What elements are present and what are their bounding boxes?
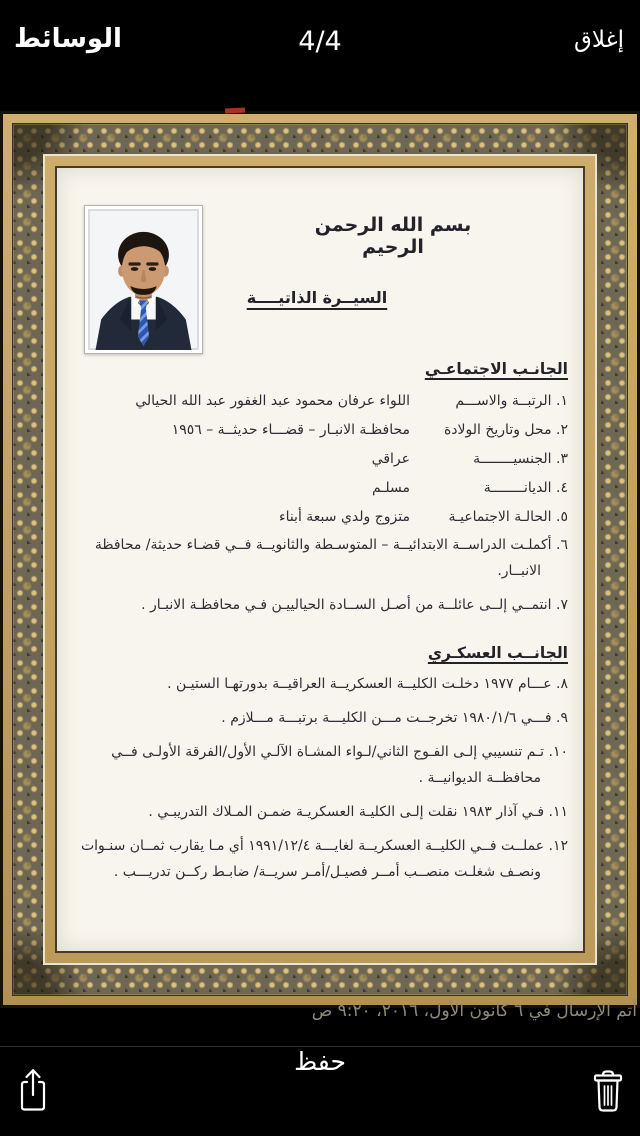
field-label: ٢. محل وتاريخ الولادة (443, 422, 568, 438)
field-value: محافظـة الانبـار – قضـــاء حديثــة – ١٩٥٦ (171, 422, 410, 438)
sent-timestamp-caption: أتم الإرسال في ٦ كانون الأول، ٢٠١٦، ٩:٢٠ ص (311, 1001, 637, 1021)
social-paragraphs (71, 532, 568, 618)
frame-dark-line (55, 166, 585, 953)
social-section-heading: الجانـب الاجتماعـي (424, 360, 568, 378)
field-label: ١. الرتبــة والاســـم (455, 393, 568, 409)
top-navigation-bar (0, 0, 640, 100)
frame-outer-gold-band (3, 114, 637, 1005)
list-item: ١٢. عملــت فــي الكليــة العسكريــة لغايـــة ١٩٩١/١٢/٤ أي مـا يقارب ثمــان سنـوات ونصـف شغلـت منصــب أمــر فصيـل/أمـر سريــة/ ضابـط ركــن تدريـــب . (80, 838, 568, 880)
red-pen-mark (225, 107, 245, 113)
share-icon (16, 1065, 50, 1115)
field-row (71, 474, 568, 503)
list-item: ١٠. تـم تنسيبي إلـى الفـوج الثاني/لـواء المشـاة الآلـي الأول/الفرقة الأولـى فــي محافظــة الديوانيــة . (111, 744, 568, 786)
portrait-photo (84, 205, 203, 354)
close-button[interactable]: إغلاق (574, 27, 624, 53)
trash-icon (590, 1067, 626, 1115)
share-button[interactable] (16, 1065, 50, 1115)
cv-page (57, 168, 583, 951)
list-item: ٧. انتمــي إلــى عائلــة من أصـل الســادة الحيالييـن فـي محافظـة الانبـار . (141, 597, 568, 613)
field-label: ٣. الجنسيــــــــة (473, 451, 568, 467)
bismillah-text: بسم الله الرحمن الرحيم (314, 214, 472, 258)
cv-document-image[interactable] (0, 111, 640, 1008)
page-indicator: 4/4 (298, 26, 342, 57)
frame-white-line (43, 154, 597, 965)
field-value: متزوج ولدي سبعة أبناء (278, 509, 410, 525)
military-paragraphs (71, 671, 568, 885)
field-row (71, 503, 568, 532)
save-button[interactable]: حفظ (294, 1047, 346, 1076)
field-row (71, 416, 568, 445)
field-value: اللواء عرفان محمود عبد الغفور عبد الله الحيالي (135, 393, 410, 409)
bottom-toolbar (0, 1046, 640, 1136)
field-row (71, 387, 568, 416)
cv-body (71, 360, 568, 943)
frame-inner-gold-band (45, 156, 595, 963)
list-item: ١١. فـي آذار ١٩٨٣ نقلت إلـى الكليـة العسكريـة ضمـن المـلاك التدريبـي . (148, 804, 568, 820)
list-item: ٩. فـــي ١٩٨٠/١/٦ تخرجــت مـــن الكليـــة برتبـــة مـــلازم . (221, 710, 568, 726)
cv-title: السيــرة الذاتيــــة (246, 288, 388, 307)
portrait-illustration (88, 209, 199, 350)
delete-button[interactable] (590, 1067, 626, 1115)
field-label: ٤. الديانــــــــة (483, 480, 568, 496)
field-label: ٥. الحالـة الاجتماعيـة (448, 509, 568, 525)
field-row (71, 445, 568, 474)
military-section-heading: الجانــب العسكـري (427, 644, 568, 662)
field-value: عراقي (371, 451, 410, 467)
list-item: ٦. أكملـت الدراســة الابتدائيــة – المتوسـطة والثانويــة فــي قضـاء حديثة/ محافظة الانبــار. (94, 537, 568, 579)
social-fields-list (71, 387, 568, 532)
list-item: ٨. عـــام ١٩٧٧ دخلـت الكليــة العسكريــة العراقيــة بدورتهـا الستيـن . (167, 676, 568, 692)
media-back-button[interactable]: الوسائط (14, 24, 122, 54)
field-value: مسلـم (371, 480, 410, 496)
frame-arabesque-band (12, 123, 628, 996)
